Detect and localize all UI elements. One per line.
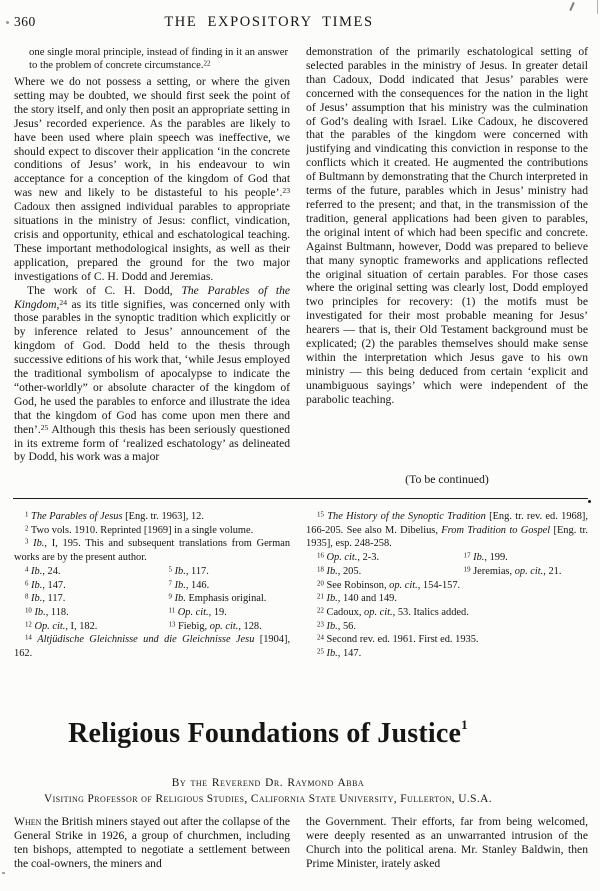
body-paragraph: Where we do not possess a setting, or where the given setting may be doubted, we should first seek the point of the story itself, and only then posit an appropriate setting in Jesus’ recorded experience. As the parables are likely to have been used where plain speech was ineffective, we should expect to discover their application ‘in the concrete conditions of Jesus’ work, in his endeavour to win acceptance for a conception of the kingdom of God that was new and likely to be distasteful to his people’.$^{23}$ Cadoux then assigned individual parables to appropriate situations in the ministry of Jesus: conflict, vindication, crisis and opportunity, ethical and eschatological teaching. These important methodological insights, as well as their application, prepared the ground for the two major investigations of C. H. Dodd and Jeremias. — [14, 75, 291, 283]
footnote-23: $^{23}$ Ib., 56. — [317, 620, 356, 632]
article1-body — [14, 45, 588, 492]
to-be-continued: (To be continued) — [405, 472, 489, 486]
body-paragraph: the Government. Their efforts, far from being welcomed, were deeply resented as an unwarranted intrusion of the Church into the political arena. Mr. Stanley Baldwin, then Prime Minister, irately asked — [306, 815, 588, 870]
body-paragraph: The work of C. H. Dodd, The Parables of the Kingdom,$^{24}$ as its title signifies, was concerned only with those parables in the synoptic tradition which explicitly or by inference related to Jesus’ announcement of the kingdom of God. Dodd held to the thesis through successive editions of his work that, ‘while Jesus employed the traditional symbolism of apocalypse to indicate the “other-worldly” or absolute character of the kingdom of God, he used the parables to enforce and illustrate the idea that the kingdom of God has come upon men there and then’.$^{25}$ Although this thesis has been seriously questioned in its extreme form of ‘realized eschatology’ as delineated by Dodd, his work was a major — [14, 283, 291, 464]
body-paragraph: demonstration of the primarily eschatological setting of selected parables in the ministry of Jesus. In greater detail than Cadoux, Dodd indicated that Jesus’ parables were concerned with the consequences for the nation in the light of Jesus’ assumption that his ministry was the culmination of God’s dealing with Israel. Like Cadoux, he discovered that the parables of the kingdom were concerned with justifying and vindicating this conviction in response to the conflicts which it created. He augmented the contributions of Bultmann by demonstrating that the Church interpreted in terms of the future, parables which in Jesus’ ministry had referred to the present; and that, in the transmission of the tradition, general applications had been given to parables, the original intent of which had been specific and concrete. Against Bultmann, however, Dodd was prepared to believe that many synoptic frameworks and applications reflected the original situation of certain parables. For those cases where the original setting was clearly lost, Dodd employed two principles for recovery: (1) the motifs must be investigated for their most probable meaning for Jesus’ hearers — that is, their Old Testament background must be explicated; (2) the parables themselves should make sense within the interpretation which Jesus gave to his own ministry — this being deduced from certain ‘explicit and unambiguous sayings’ which were independent of the parabolic teaching. — [306, 45, 588, 406]
footnotes-section — [14, 510, 588, 670]
byline: By the Reverend Dr. Raymond Abba — [171, 777, 365, 789]
running-header — [0, 13, 600, 31]
footnote-row — [14, 565, 290, 579]
article1-left-column — [14, 45, 290, 492]
footnote-row — [14, 510, 290, 524]
article-title — [0, 707, 568, 752]
footnote-7: $^7$ Ib., 146. — [168, 579, 210, 591]
footnote-row — [306, 510, 588, 551]
affiliation: Visiting Professor of Religious Studies, California State University, Fullerton, U.S.A. — [43, 793, 492, 805]
footnote-row — [306, 592, 588, 606]
page-number: 360 — [14, 14, 36, 29]
footnote-22: $^{22}$ Cadoux, op. cit., 53. Italics added. — [317, 606, 469, 618]
footnote-16: $^{16}$ Op. cit., 2-3. — [317, 552, 380, 564]
footnote-row — [306, 579, 588, 593]
scan-artifact — [569, 2, 574, 11]
footnote-row — [14, 592, 290, 606]
footnote-divider-rule — [13, 498, 588, 499]
footnote-5: $^5$ Ib., 117. — [168, 565, 209, 577]
article2-heading — [0, 707, 568, 805]
footnote-21: $^{21}$ Ib., 140 and 149. — [317, 593, 397, 605]
footnote-15: $^{15}$ The History of the Synoptic Tradition [Eng. tr. rev. ed. 1968], 166-205. See also M. Dibelius, From Tradition to Gospel [Eng. tr. 1935], esp. 248-258. — [306, 511, 588, 550]
footnote-row — [306, 565, 588, 579]
footnotes-right-column — [306, 510, 588, 670]
footnote-25: $^{25}$ Ib., 147. — [317, 648, 362, 660]
footnote-row — [306, 633, 588, 647]
footnotes-left-column — [14, 510, 290, 670]
footnote-9: $^9$ Ib. Emphasis original. — [168, 593, 267, 605]
footnote-row — [14, 524, 290, 538]
footnote-row — [14, 633, 290, 660]
footnote-3: $^3$ Ib., I, 195. This and subsequent translations from German works are by the present author. — [14, 538, 291, 564]
footnote-row — [306, 551, 588, 565]
footnote-2: $^2$ Two vols. 1910. Reprinted [1969] in a single volume. — [25, 524, 254, 536]
footnote-1: $^1$ The Parables of Jesus [Eng. tr. 1963], 12. — [25, 511, 204, 522]
body-paragraph: When the British miners stayed out after the collapse of the General Strike in 1926, a group of churchmen, including ten bishops, attempted to negotiate a settlement between the coal-owners, the miners and — [14, 815, 291, 870]
scan-artifact — [588, 500, 591, 503]
scan-artifact — [597, 0, 598, 14]
blockquote: one single moral principle, instead of finding in it an answer to the problem of concrete circumstance.$^{22}$ — [29, 46, 289, 71]
footnote-4: $^4$ Ib., 24. — [25, 565, 61, 577]
footnote-17: $^{17}$ Ib., 199. — [463, 552, 508, 564]
footnote-10: $^{10}$ Ib., 118. — [25, 606, 69, 618]
footnote-19: $^{19}$ Jeremias, op. cit., 21. — [463, 565, 562, 577]
footnote-row — [14, 537, 290, 564]
scan-artifact — [2, 872, 5, 874]
footnote-row — [14, 606, 290, 620]
article2-right-column — [306, 815, 588, 877]
footnote-row — [306, 647, 588, 661]
footnote-12: $^{12}$ Op. cit., I, 182. — [25, 620, 98, 632]
article2-left-column — [14, 815, 290, 877]
footnote-row — [306, 606, 588, 620]
footnote-row — [14, 620, 290, 634]
journal-title: THE EXPOSITORY TIMES — [164, 14, 374, 30]
footnote-24: $^{24}$ Second rev. ed. 1961. First ed. 1935. — [317, 634, 479, 646]
footnote-20: $^{20}$ See Robinson, op. cit., 154-157. — [317, 579, 461, 591]
footnote-11: $^{11}$ Op. cit., 19. — [168, 606, 227, 618]
footnote-row — [14, 579, 290, 593]
footnote-8: $^8$ Ib., 117. — [25, 593, 66, 605]
footnote-13: $^{13}$ Fiebig, op. cit., 128. — [168, 620, 262, 632]
footnote-18: $^{18}$ Ib., 205. — [317, 565, 362, 577]
footnote-row — [306, 620, 588, 634]
footnote-14: $^{14}$ Altjüdische Gleichnisse und die Gleichnisse Jesu [1904], 162. — [14, 634, 291, 660]
article2-body — [14, 815, 588, 877]
article1-right-column — [306, 45, 588, 492]
article-title-text: Religious Foundations of Justice — [68, 718, 462, 749]
footnote-6: $^6$ Ib., 147. — [25, 579, 66, 591]
article-title-footnote-ref: 1 — [461, 717, 468, 732]
